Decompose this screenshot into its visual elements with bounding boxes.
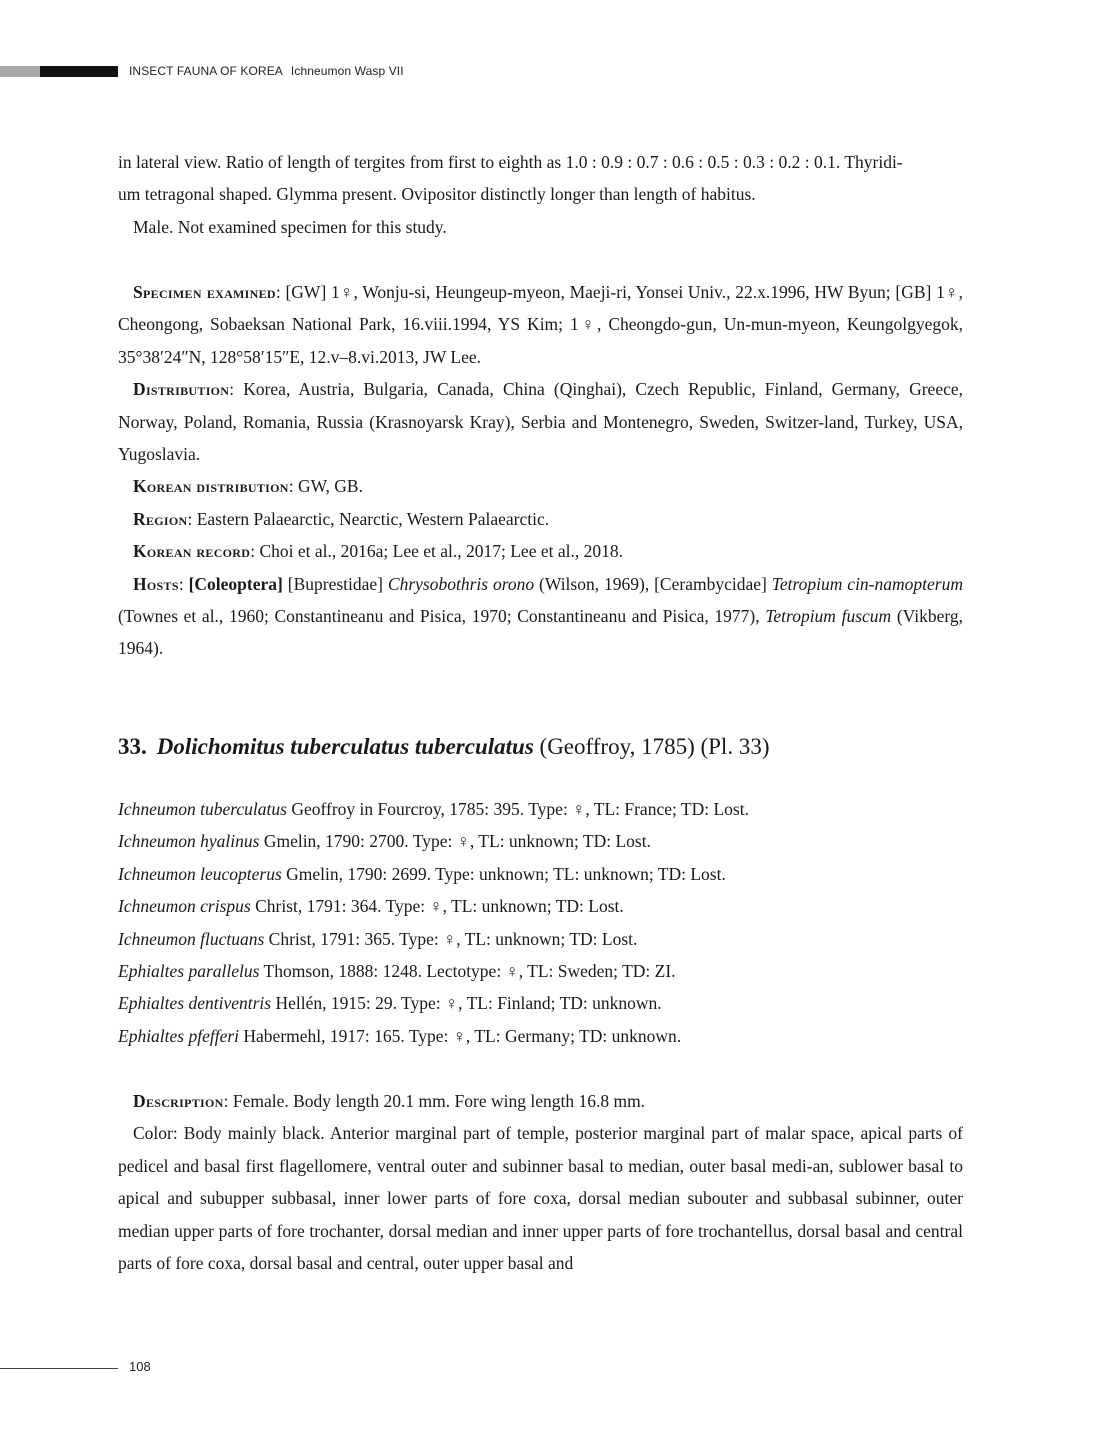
synonym-name: Ephialtes pfefferi: [118, 1025, 240, 1046]
color-paragraph: Color: Body mainly black. Anterior marginal part of temple, posterior marginal part of malar space, apical parts of pedicel and basal first flagellomere, ventral outer and subinner basal to median, outer basal medi-an, sublower basal to apical and subupper subbasal, inner lower parts of fore coxa, dorsal median subouter and subbasal subinner, outer median upper parts of fore trochanter, dorsal median and inner upper parts of fore trochantellus, dorsal basal and central parts of fore coxa, dorsal basal and central, outer upper basal and: [118, 1123, 963, 1274]
species-name: Dolichomitus tuberculatus tuberculatus: [156, 734, 534, 759]
synonym-item: [118, 858, 963, 890]
synonym-item: [118, 923, 963, 955]
synonym-item: [118, 955, 963, 987]
synonym-item: [118, 890, 963, 922]
region-paragraph: [118, 503, 963, 535]
species-author: (Geoffroy, 1785) (Pl. 33): [533, 734, 770, 759]
synonym-detail: Gmelin, 1790: 2699. Type: unknown; TL: unknown; TD: Lost.: [281, 863, 726, 884]
footer-rule: [0, 1368, 118, 1369]
distribution-text: : Korea, Austria, Bulgaria, Canada, China (Qinghai), Czech Republic, Finland, Germany, Greece, Norway, Poland, Romania, Russia (Krasnoyarsk Kray), Serbia and Montenegro, Sweden, Switzer-land, Turkey, USA, Yugoslavia.: [118, 379, 963, 465]
species-heading: [118, 730, 963, 764]
synonym-name: Ephialtes parallelus: [118, 961, 260, 982]
specimen-text: : [GW] 1♀, Wonju-si, Heungeup-myeon, Maeji-ri, Yonsei Univ., 22.x.1996, HW Byun; [GB] 1♀, Cheongong, Sobaeksan National Park, 16.viii.1994, YS Kim; 1♀, Cheongdo-gun, Un-mun-myeon, Keungolgyegok, 35°38′24″N, 128°58′15″E, 12.v–8.vi.2013, JW Lee.: [118, 282, 963, 367]
synonym-item: [118, 987, 963, 1019]
synonym-item: [118, 1020, 963, 1052]
hosts-label: Hosts: [133, 573, 179, 594]
synonym-detail: Hellén, 1915: 29. Type: ♀, TL: Finland; TD: unknown.: [271, 993, 662, 1014]
hosts-order: [Coleoptera]: [188, 573, 283, 594]
records-block: [118, 276, 963, 665]
synonym-name: Ichneumon hyalinus: [118, 831, 260, 852]
header-bar-black: [40, 66, 118, 77]
korean-distribution-paragraph: [118, 470, 963, 502]
synonym-name: Ichneumon crispus: [118, 896, 251, 917]
description-paragraph: [118, 1085, 963, 1117]
host-authority-2: (Townes et al., 1960; Constantineanu and Pisica, 1970; Constantineanu and Pisica, 1977),: [118, 606, 766, 627]
synonym-detail: Thomson, 1888: 1248. Lectotype: ♀, TL: Sweden; TD: ZI.: [259, 961, 676, 982]
synonym-item: [118, 793, 963, 825]
hosts-family-1: [Buprestidae]: [282, 573, 388, 594]
running-header-title: INSECT FAUNA OF KOREA: [129, 64, 283, 78]
synonym-detail: Geoffroy in Fourcroy, 1785: 395. Type: ♀, TL: France; TD: Lost.: [286, 799, 749, 819]
host-species-1: Chrysobothris orono: [387, 573, 535, 594]
intro-block: [118, 146, 963, 243]
host-species-3: Tetropium fuscum: [765, 606, 892, 627]
intro-line-1: in lateral view. Ratio of length of tergites from first to eighth as 1.0 : 0.9 : 0.7 : 0.6 : 0.5 : 0.3 : 0.2 : 0.1. Thyridi-: [118, 152, 903, 172]
description-text: : Female. Body length 20.1 mm. Fore wing length 16.8 mm.: [223, 1091, 646, 1111]
synonym-list: [118, 793, 963, 1052]
synonym-detail: Christ, 1791: 365. Type: ♀, TL: unknown; TD: Lost.: [264, 928, 638, 949]
intro-line-2: um tetragonal shaped. Glymma present. Ovipositor distinctly longer than length of habitus.: [118, 184, 756, 205]
male-note: Male. Not examined specimen for this study.: [133, 216, 447, 237]
synonym-detail: Gmelin, 1790: 2700. Type: ♀, TL: unknown; TD: Lost.: [259, 831, 651, 852]
hosts-paragraph: [118, 568, 963, 665]
header-bar-gray: [0, 66, 40, 77]
korean-record-label: Korean record: [133, 541, 251, 562]
synonym-detail: Christ, 1791: 364. Type: ♀, TL: unknown; TD: Lost.: [250, 896, 624, 917]
specimen-paragraph: [118, 276, 963, 373]
synonym-name: Ephialtes dentiventris: [118, 993, 272, 1014]
running-header: [129, 64, 404, 78]
description-label: Description: [133, 1091, 224, 1111]
region-label: Region: [133, 508, 188, 529]
synonym-name: Ichneumon tuberculatus: [118, 799, 287, 819]
region-text: : Eastern Palaearctic, Nearctic, Western Palaearctic.: [187, 508, 550, 529]
korean-distribution-label: Korean distribution: [133, 476, 289, 497]
host-authority-1: (Wilson, 1969), [Cerambycidae]: [534, 573, 772, 594]
korean-record-paragraph: [118, 535, 963, 567]
specimen-label: Specimen examined: [133, 282, 276, 302]
synonym-item: [118, 825, 963, 857]
distribution-label: Distribution: [133, 379, 230, 400]
hosts-colon: :: [178, 573, 189, 594]
species-number: 33.: [118, 734, 147, 759]
page-number: 108: [129, 1359, 151, 1374]
synonym-name: Ichneumon leucopterus: [118, 863, 282, 884]
running-header-subtitle: Ichneumon Wasp VII: [290, 64, 404, 78]
description-block: [118, 1085, 963, 1279]
host-authority-3: (Vikberg, 1964).: [118, 606, 963, 659]
synonym-name: Ichneumon fluctuans: [118, 928, 265, 949]
distribution-paragraph: [118, 373, 963, 470]
host-species-2: Tetropium cin-namopterum: [771, 573, 963, 594]
korean-record-text: : Choi et al., 2016a; Lee et al., 2017; Lee et al., 2018.: [250, 541, 623, 562]
korean-distribution-text: : GW, GB.: [288, 476, 363, 497]
synonym-detail: Habermehl, 1917: 165. Type: ♀, TL: Germany; TD: unknown.: [239, 1025, 682, 1046]
